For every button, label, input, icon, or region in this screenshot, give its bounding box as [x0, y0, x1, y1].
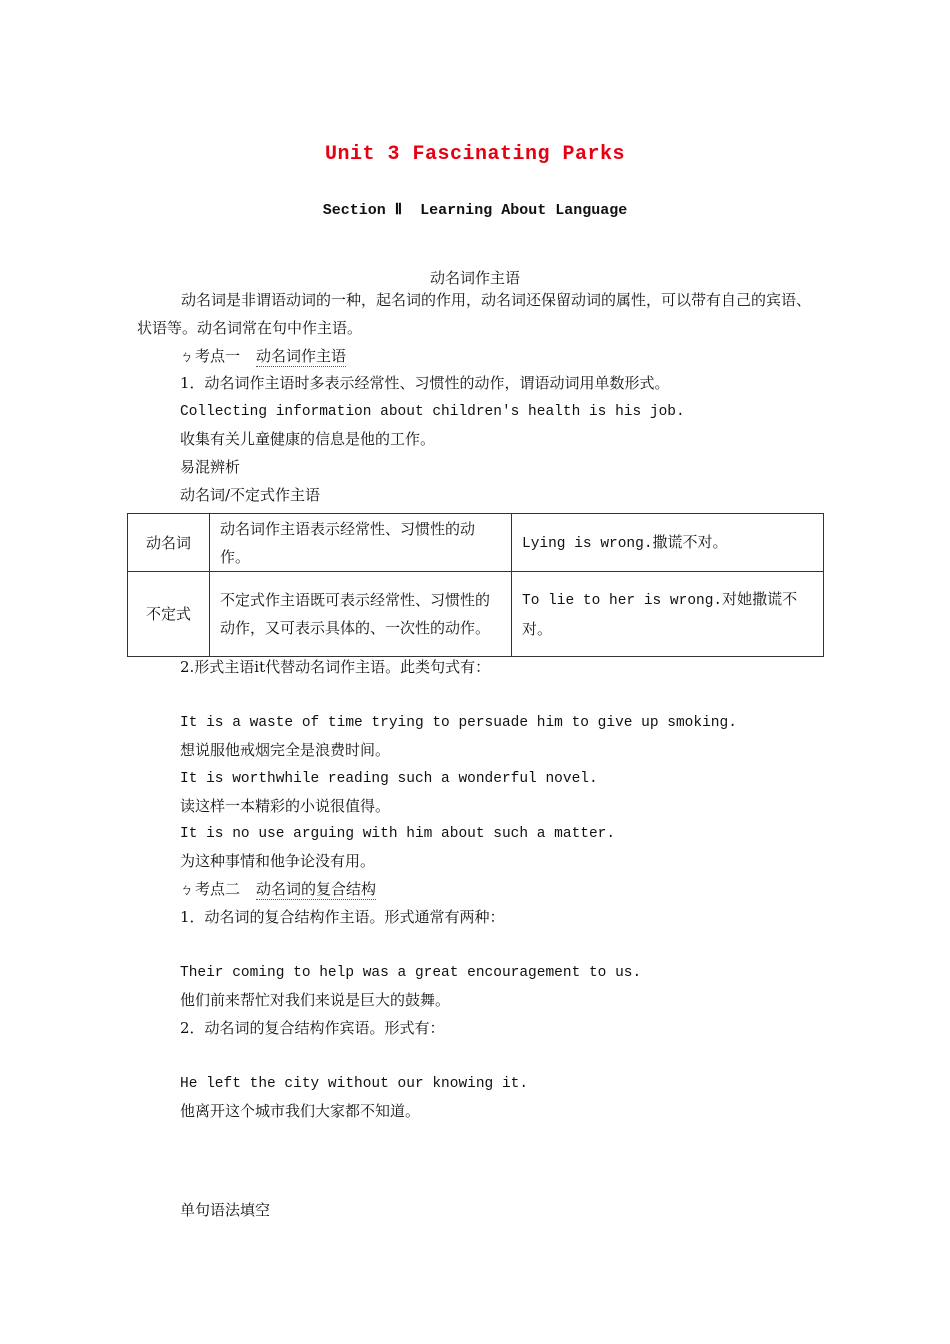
table-cell-term: 动名词: [128, 514, 210, 572]
table-cell-term: 不定式: [128, 572, 210, 657]
point1-example2-en: It is a waste of time trying to persuade him to give up smoking.: [180, 715, 737, 731]
point2-example2-cn: 他离开这个城市我们大家都不知道。: [180, 1102, 421, 1120]
point2-title: 动名词的复合结构: [256, 880, 377, 898]
point2-heading: [180, 879, 376, 901]
section-heading: 动名词作主语: [429, 269, 520, 287]
table-row: [128, 514, 824, 572]
point2-example1-cn: 他们前来帮忙对我们来说是巨大的鼓舞。: [180, 991, 451, 1009]
table-row: [128, 572, 824, 657]
point1-example4-cn: 为这种事情和他争论没有用。: [180, 852, 376, 870]
point2-rule1: 1．动名词的复合结构作主语。形式通常有两种：: [180, 908, 505, 926]
table-example-cn: 对她撒谎不对。: [522, 590, 798, 638]
confusion-label: 易混辨析: [180, 458, 241, 476]
point1-heading: [180, 346, 346, 368]
unit-title: Unit 3 Fascinating Parks: [324, 143, 626, 166]
point2-rule2: 2．动名词的复合结构作宾语。形式有：: [180, 1019, 445, 1037]
point2-label: 考点二: [195, 880, 241, 898]
point1-title: 动名词作主语: [256, 347, 347, 365]
point1-example1-cn: 收集有关儿童健康的信息是他的工作。: [180, 430, 436, 448]
point2-example1-en: Their coming to help was a great encouragement to us.: [180, 965, 642, 981]
point1-example2-cn: 想说服他戒烟完全是浪费时间。: [180, 741, 391, 759]
point1-example1-en: Collecting information about children's health is his job.: [180, 404, 685, 420]
table-cell-desc: 不定式作主语既可表示经常性、习惯性的动作，又可表示具体的、一次性的动作。: [210, 572, 512, 657]
point1-label: 考点一: [195, 347, 241, 365]
exercise-heading: 单句语法填空: [180, 1201, 271, 1219]
intro-paragraph: 动名词是非谓语动词的一种，起名词的作用，动名词还保留动词的属性，可以带有自己的宾语、状语等。动名词常在句中作主语。: [137, 291, 812, 337]
point1-example4-en: It is no use arguing with him about such a matter.: [180, 826, 616, 842]
point1-example3-cn: 读这样一本精彩的小说很值得。: [180, 797, 391, 815]
table-cell-example: [512, 514, 824, 572]
point1-example3-en: It is worthwhile reading such a wonderful novel.: [180, 771, 598, 787]
point1-rule2: 2.形式主语it代替动名词作主语。此类句式有：: [180, 658, 491, 676]
table-cell-desc: 动名词作主语表示经常性、习惯性的动作。: [210, 514, 512, 572]
table-example-en: Lying is wrong.: [522, 535, 653, 552]
bookmark-icon: ㄅ: [180, 350, 194, 365]
section-subtitle: Section Ⅱ Learning About Language: [322, 202, 628, 219]
table-example-cn: 撒谎不对。: [652, 532, 728, 551]
comparison-table: [127, 513, 824, 657]
table-cell-example: [512, 572, 824, 657]
point2-example2-en: He left the city without our knowing it.: [180, 1076, 529, 1092]
confusion-title: 动名词/不定式作主语: [180, 486, 321, 504]
bookmark-icon: ㄅ: [180, 883, 194, 898]
point1-rule1: 1．动名词作主语时多表示经常性、习惯性的动作，谓语动词用单数形式。: [180, 374, 670, 392]
table-example-en: To lie to her is wrong.: [522, 593, 723, 609]
